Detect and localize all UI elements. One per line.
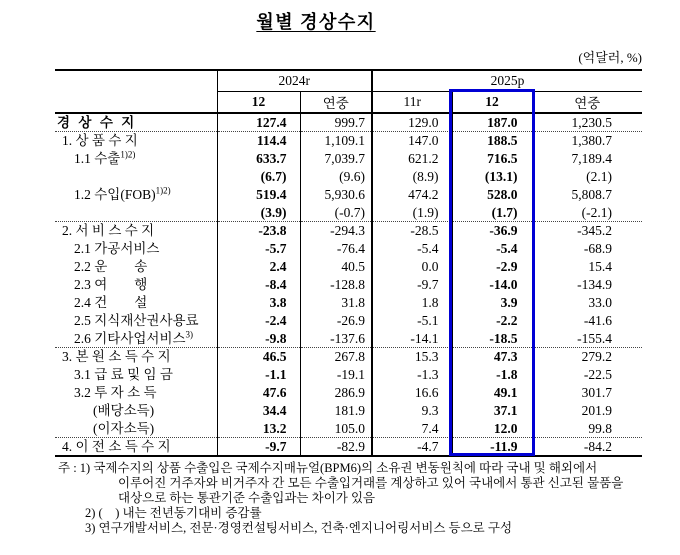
row-label [55,294,217,312]
footnote-ref: 3) [185,329,194,340]
value-cell: 267.8 [300,348,372,366]
value-cell: (1.7) [452,204,532,222]
row-label [55,330,217,348]
value-cell: -68.9 [532,240,642,258]
value-cell: 15.3 [372,348,452,366]
unit-label: (억달러, %) [578,50,642,65]
value-cell: 31.8 [300,294,372,312]
value-cell: 47.3 [452,348,532,366]
table-row [55,186,642,204]
footnote-ref: 1)2) [120,149,136,160]
table-row [55,240,642,258]
row-label [55,222,217,240]
report-title: 월별 경상수지 [256,12,376,32]
value-cell: (3.9) [217,204,300,222]
row-label [55,113,217,132]
value-cell: -2.9 [452,258,532,276]
value-cell: 999.7 [300,113,372,132]
value-cell: (2.1) [532,168,642,186]
value-cell: -4.7 [372,438,452,457]
value-cell: -14.0 [452,276,532,294]
value-cell: 114.4 [217,132,300,150]
value-cell: -14.1 [372,330,452,348]
value-cell: 301.7 [532,384,642,402]
table-row [55,168,642,186]
col-yearly-2025: 연중 [532,91,642,113]
col-12-2025: 12 [452,91,532,113]
value-cell: (8.9) [372,168,452,186]
value-cell: 16.6 [372,384,452,402]
col-12-2024: 12 [217,91,300,113]
value-cell: -19.1 [300,366,372,384]
value-cell: -294.3 [300,222,372,240]
value-cell: -41.6 [532,312,642,330]
value-cell: -8.4 [217,276,300,294]
value-cell: -5.1 [372,312,452,330]
footnote-line: 3) 연구개발서비스, 전문·경영컨설팅서비스, 건축·엔지니어링서비스 등으로 구성 [85,521,513,535]
value-cell: 12.0 [452,420,532,438]
value-cell: 3.9 [452,294,532,312]
row-label-text: 4. 이 전 소 득 수 지 [62,439,171,454]
value-cell: 1,230.5 [532,113,642,132]
value-cell: 47.6 [217,384,300,402]
row-label-text: 3.1 급 료 및 임 금 [74,367,173,382]
footnote-line: 2) ( ) 내는 전년동기대비 증감률 [85,506,262,520]
value-cell: -134.9 [532,276,642,294]
row-label [55,420,217,438]
value-cell: 147.0 [372,132,452,150]
value-cell: -1.3 [372,366,452,384]
value-cell: 1,380.7 [532,132,642,150]
value-cell: 13.2 [217,420,300,438]
value-cell: 7,189.4 [532,150,642,168]
value-cell: 127.4 [217,113,300,132]
row-label-text: 1.2 수입(FOB) [74,187,156,202]
row-label [55,366,217,384]
row-label-text: (이자소득) [93,420,155,436]
value-cell: -28.5 [372,222,452,240]
row-label [55,168,217,186]
row-label-text: (배당소득) [93,403,155,418]
title-wrap [0,8,632,34]
value-cell: (6.7) [217,168,300,186]
value-cell: 9.3 [372,402,452,420]
row-label [55,312,217,330]
content [55,48,642,536]
value-cell: 34.4 [217,402,300,420]
value-cell: -18.5 [452,330,532,348]
value-cell: 519.4 [217,186,300,204]
value-cell: 7.4 [372,420,452,438]
value-cell: 49.1 [452,384,532,402]
value-cell: 1,109.1 [300,132,372,150]
value-cell: -345.2 [532,222,642,240]
value-cell: 187.0 [452,113,532,132]
value-cell: -1.8 [452,366,532,384]
row-label [55,348,217,366]
value-cell: 129.0 [372,113,452,132]
value-cell: -128.8 [300,276,372,294]
value-cell: -11.9 [452,438,532,457]
row-label [55,204,217,222]
table-row [55,276,642,294]
table-row [55,113,642,132]
row-label-text: 2.3 여 행 [74,277,148,292]
value-cell: (13.1) [452,168,532,186]
col-yearly-2024: 연중 [300,91,372,113]
row-label-text: 1. 상 품 수 지 [62,133,138,149]
value-cell: (1.9) [372,204,452,222]
value-cell: 3.8 [217,294,300,312]
row-label-text: 2. 서 비 스 수 지 [62,223,155,239]
row-label [55,402,217,420]
value-cell: 474.2 [372,186,452,204]
footnote-line: 주 : 1) 국제수지의 상품 수출입은 국제수지매뉴얼(BPM6)의 소유권 변동원칙에 따라 국내 및 해외에서 [58,461,598,475]
value-cell: -23.8 [217,222,300,240]
table-wrap [55,69,642,457]
value-cell: 1.8 [372,294,452,312]
value-cell: 7,039.7 [300,150,372,168]
value-cell: 99.8 [532,420,642,438]
value-cell: 5,930.6 [300,186,372,204]
footnote-ref: 1)2) [155,185,171,196]
row-label-text: 2.1 가공서비스 [74,241,160,256]
row-label-text: 2.6 기타사업서비스 [74,330,186,346]
col-11r-2025: 11r [372,91,452,113]
value-cell: -5.4 [452,240,532,258]
row-label [55,438,217,457]
table-row [55,420,642,438]
value-cell: -9.8 [217,330,300,348]
row-label [55,186,217,204]
table-row [55,258,642,276]
value-cell: 201.9 [532,402,642,420]
column-group-row [55,70,642,91]
value-cell: -26.9 [300,312,372,330]
value-cell: -82.9 [300,438,372,457]
value-cell: -76.4 [300,240,372,258]
value-cell: -1.1 [217,366,300,384]
value-cell: 2.4 [217,258,300,276]
table-row [55,312,642,330]
value-cell: 15.4 [532,258,642,276]
footnotes [55,461,642,536]
row-label-text: 2.5 지식재산권사용료 [74,313,199,328]
value-cell: -9.7 [372,276,452,294]
value-cell: 621.2 [372,150,452,168]
value-cell: -5.7 [217,240,300,258]
row-label-text: 2.4 건 설 [74,295,148,310]
table-row [55,150,642,168]
value-cell: (-0.7) [300,204,372,222]
row-label [55,150,217,168]
row-label [55,276,217,294]
value-cell: -9.7 [217,438,300,457]
table-row [55,204,642,222]
stub-header [55,70,217,113]
value-cell: (9.6) [300,168,372,186]
value-cell: 105.0 [300,420,372,438]
value-cell: 0.0 [372,258,452,276]
value-cell: (-2.1) [532,204,642,222]
value-cell: -155.4 [532,330,642,348]
value-cell: 286.9 [300,384,372,402]
table-row [55,222,642,240]
value-cell: 33.0 [532,294,642,312]
value-cell: -2.2 [452,312,532,330]
table-row [55,384,642,402]
value-cell: 188.5 [452,132,532,150]
footnote-line: 이루어진 거주자와 비거주자 간 모든 수출입거래를 계상하고 있어 국내에서 통관 신고된 물품을 [118,476,624,490]
footnote-line: 대상으로 하는 통관기준 수출입과는 차이가 있음 [118,491,376,505]
row-label [55,240,217,258]
value-cell: -22.5 [532,366,642,384]
table-row [55,330,642,348]
row-label-text: 3.2 투 자 소 득 [74,385,157,400]
value-cell: 279.2 [532,348,642,366]
row-label [55,384,217,402]
col-group-2024: 2024r [217,70,372,91]
row-label [55,132,217,150]
value-cell: 46.5 [217,348,300,366]
value-cell: 37.1 [452,402,532,420]
col-group-2025: 2025p [372,70,642,91]
value-cell: 633.7 [217,150,300,168]
value-cell: -137.6 [300,330,372,348]
row-label-text: 1.1 수출 [74,151,121,166]
value-cell: 528.0 [452,186,532,204]
value-cell: -36.9 [452,222,532,240]
table-row [55,348,642,366]
row-label-text: 경 상 수 지 [57,115,137,130]
value-cell: -5.4 [372,240,452,258]
table-row [55,402,642,420]
row-label-text: 2.2 운 송 [74,259,148,274]
value-cell: 181.9 [300,402,372,420]
row-label-text: 3. 본 원 소 득 수 지 [62,349,171,365]
table-row [55,294,642,312]
value-cell: 40.5 [300,258,372,276]
row-label [55,258,217,276]
table-row [55,366,642,384]
current-account-table [55,69,642,457]
value-cell: -84.2 [532,438,642,457]
table-row [55,438,642,457]
value-cell: -2.4 [217,312,300,330]
value-cell: 716.5 [452,150,532,168]
value-cell: 5,808.7 [532,186,642,204]
table-row [55,132,642,150]
